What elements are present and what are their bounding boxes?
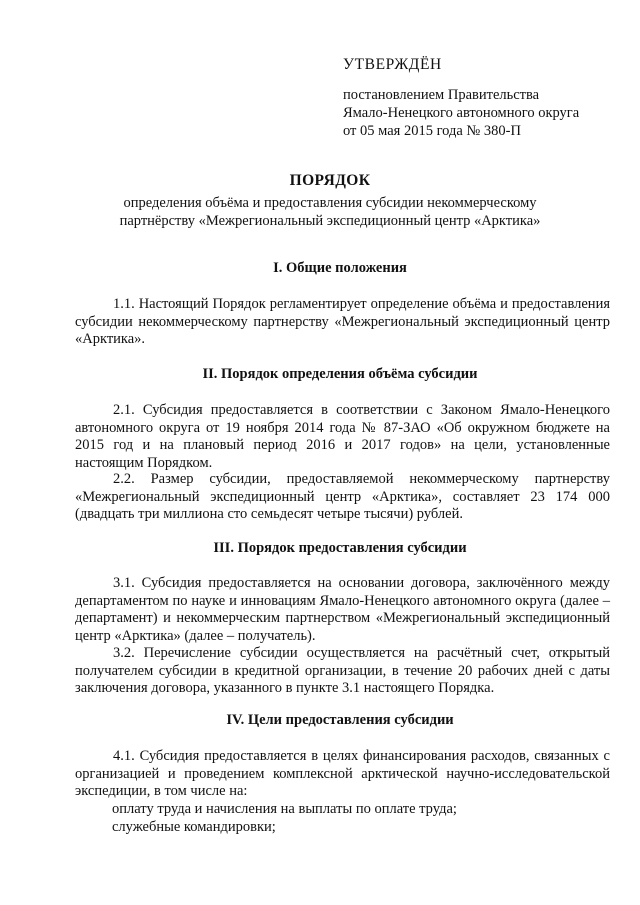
approval-line: постановлением Правительства [343,87,540,103]
paragraph: 3.2. Перечисление субсидии осуществляется на расчётный счет, открытый получателем субсидии в кредитной организации, в течение 20 рабочих дней с даты заключения договора, указанного в пункте 3.1 настоящего Порядка. [75,645,610,697]
document-subtitle-line: партнёрству «Межрегиональный экспедиционный центр «Арктика» [119,213,541,229]
list-item: служебные командировки; [112,819,276,835]
section-heading: II. Порядок определения объёма субсидии [202,366,478,382]
approval-line: Ямало-Ненецкого автономного округа [343,105,580,121]
paragraph: 2.2. Размер субсидии, предоставляемой некоммерческому партнерству «Межрегиональный экспедиционный центр «Арктика», составляет 23 174 000 (двадцать три миллиона сто семьдесят четыре тысячи) рублей. [75,471,610,523]
paragraph: 2.1. Субсидия предоставляется в соответствии с Законом Ямало-Ненецкого автономного округа от 19 ноября 2014 года № 87-ЗАО «Об окружном бюджете на 2015 год и на плановый период 2016 и 2017 годов» на цели, установленные настоящим Порядком. [75,402,610,471]
approval-block [343,56,603,140]
approval-heading: УТВЕРЖДЁН [343,56,442,73]
document-title: ПОРЯДОК [289,172,371,189]
list-item: оплату труда и начисления на выплаты по оплате труда; [112,801,457,817]
approval-line: от 05 мая 2015 года № 380-П [343,123,521,139]
section-heading: I. Общие положения [273,260,407,276]
paragraph: 4.1. Субсидия предоставляется в целях финансирования расходов, связанных с организацией и проведением комплексной арктической научно-исследовательской экспедиции, в том числе на: [75,748,610,800]
paragraph: 3.1. Субсидия предоставляется на основании договора, заключённого между департаментом по науке и инновациям Ямало-Ненецкого автономного округа (далее – департамент) и некоммерческим партнерством «Межрегиональный экспедиционный центр «Арктика» (далее – получатель). [75,575,610,644]
section-heading: IV. Цели предоставления субсидии [226,712,454,728]
document-subtitle-line: определения объёма и предоставления субсидии некоммерческому [123,195,537,211]
paragraph: 1.1. Настоящий Порядок регламентирует определение объёма и предоставления субсидии некоммерческому партнерству «Межрегиональный экспедиционный центр «Арктика». [75,296,610,348]
document-title-block [70,172,590,230]
section-heading: III. Порядок предоставления субсидии [213,540,467,556]
